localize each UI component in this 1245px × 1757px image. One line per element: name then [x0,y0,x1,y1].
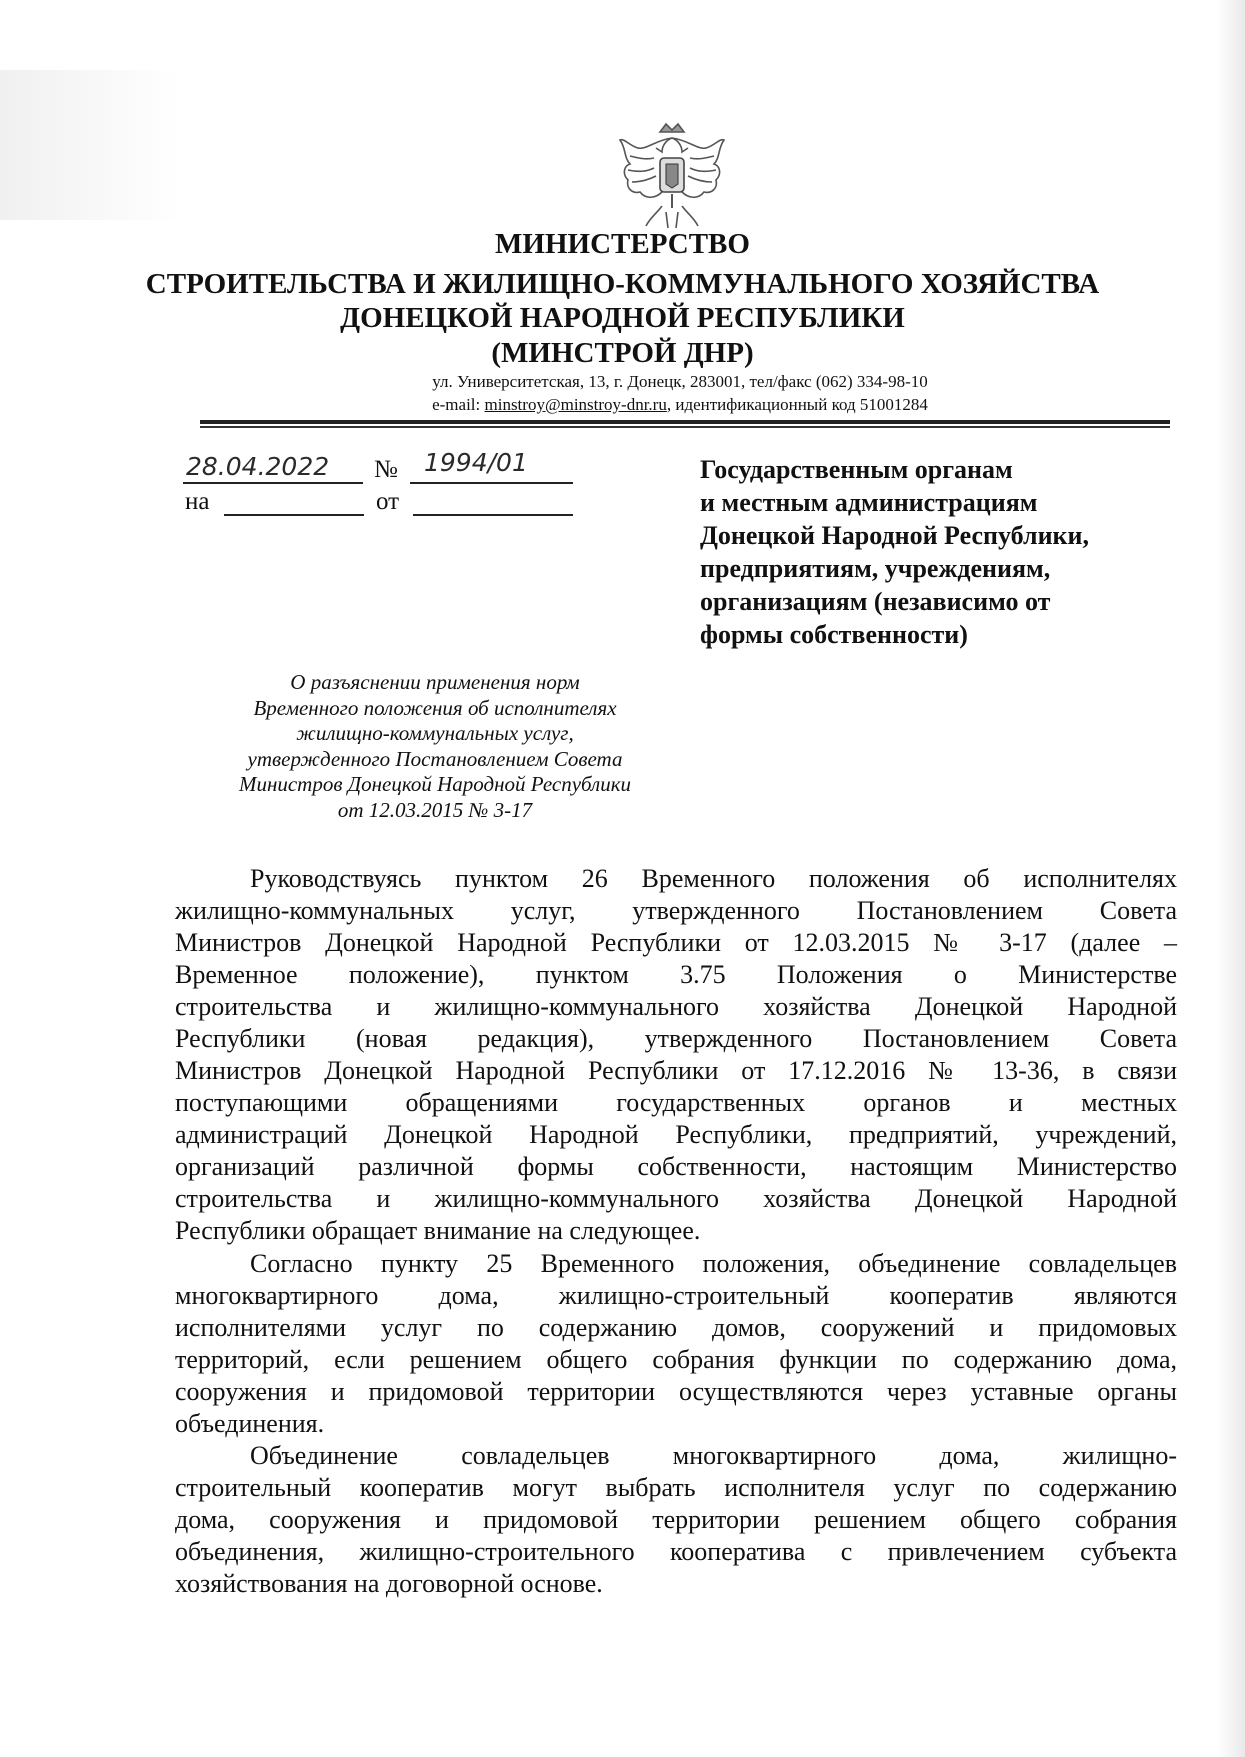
scan-shadow [0,70,180,220]
body-line: исполнителями услуг по содержанию домов, сооружений и придомовых [175,1313,1177,1342]
body-line: территорий, если решением общего собрания функции по содержанию дома, [175,1345,1177,1374]
body-line: Министров Донецкой Народной Республики от 17.12.2016 № 13-36, в связи [175,1056,1177,1085]
coat-of-arms-emblem-icon [616,118,728,234]
registration-date: 28.04.2022 [186,452,330,481]
subject-line: Временного положения об исполнителях [253,695,617,720]
ministry-abbreviation: (МИНСТРОЙ ДНР) [491,337,754,369]
subject-line: Министров Донецкой Народной Республики [238,772,632,796]
body-line: администраций Донецкой Народной Республики, предприятий, учреждений, [175,1120,1177,1149]
recipient-line: организациям (независимо от [700,587,1051,616]
number-underline [410,482,573,484]
body-line: Согласно пункту 25 Временного положения, объединение совладельцев [250,1249,1177,1278]
body-line: объединения, жилищно-строительного кооператива с привлечением субъекта [175,1537,1177,1566]
body-line: Республики обращает внимание на следующее. [175,1216,701,1245]
body-line: строительства и жилищно-коммунального хозяйства Донецкой Народной [175,992,1177,1021]
registration-number: 1994/01 [424,448,528,477]
email-label: e-mail: [432,395,485,414]
body-line: строительства и жилищно-коммунального хозяйства Донецкой Народной [175,1184,1177,1213]
id-code: , идентификационный код 51001284 [666,395,928,414]
header-divider-thin [200,426,1170,428]
in-reply-label: на [185,488,210,515]
body-line: Министров Донецкой Народной Республики от 12.03.2015 № 3-17 (далее – [175,928,1177,957]
ministry-title: МИНИСТЕРСТВО [495,228,750,260]
number-sign: № [374,456,398,483]
scan-edge [1217,0,1245,1757]
subject-line: от 12.03.2015 № 3-17 [337,797,533,822]
body-line: многоквартирного дома, жилищно-строительный кооператив являются [175,1281,1177,1310]
subject-line: утвержденного Постановлением Совета [247,746,623,771]
subject-line: жилищно-коммунальных услуг, [296,721,574,745]
reply-date-line [413,514,573,516]
body-line: сооружения и придомовой территории осуществляются через уставные органы [175,1377,1177,1406]
recipient-line: Государственным органам [700,455,1013,484]
body-line: объединения. [175,1409,325,1438]
body-line: дома, сооружения и придомовой территории решением общего собрания [175,1505,1177,1534]
ministry-contacts [330,395,1030,415]
date-underline [183,482,363,484]
email-link[interactable]: minstroy@minstroy-dnr.ru [484,395,667,414]
recipient-line: предприятиям, учреждениям, [700,554,1051,583]
subject-line: О разъяснении применения норм [290,670,580,694]
recipient-line: формы собственности) [700,620,968,649]
body-line: Временное положение), пунктом 3.75 Положения о Министерстве [175,960,1177,989]
recipient-line: и местным администрациям [700,488,1038,517]
body-line: Республики (новая редакция), утвержденного Постановлением Совета [175,1024,1177,1053]
reply-from-label: от [376,488,400,515]
body-paragraph-1 [175,863,1177,1247]
body-line: организаций различной формы собственности, настоящим Министерство [175,1152,1177,1181]
body-paragraph-2 [175,1248,1177,1440]
body-line: поступающими обращениями государственных органов и местных [175,1088,1177,1117]
body-line: Руководствуясь пунктом 26 Временного положения об исполнителях [250,864,1177,893]
ministry-title-line2: СТРОИТЕЛЬСТВА И ЖИЛИЩНО-КОММУНАЛЬНОГО ХОЗЯЙСТВА [145,268,1100,300]
ministry-address: ул. Университетская, 13, г. Донецк, 283001, тел/факс (062) 334-98-10 [432,372,928,391]
letter-subject [185,670,685,823]
ministry-title-line3: ДОНЕЦКОЙ НАРОДНОЙ РЕСПУБЛИКИ [340,302,905,334]
reply-number-line [224,514,364,516]
recipient-line: Донецкой Народной Республики, [700,521,1090,550]
body-paragraph-3 [175,1440,1177,1600]
header-divider-thick [200,420,1170,424]
body-line: Объединение совладельцев многоквартирного дома, жилищно- [250,1441,1177,1470]
body-line: хозяйствования на договорной основе. [175,1569,603,1598]
body-line: строительный кооператив могут выбрать исполнителя услуг по содержанию [175,1473,1177,1502]
recipient-block [700,453,1170,651]
body-line: жилищно-коммунальных услуг, утвержденного Постановлением Совета [175,896,1177,925]
